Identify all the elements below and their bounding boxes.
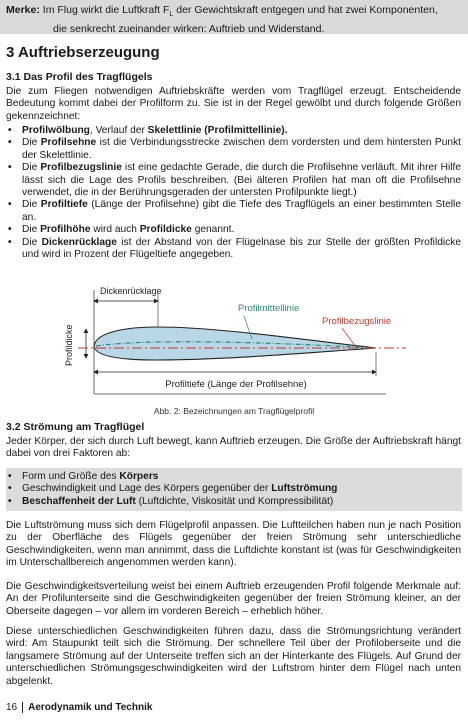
list-item: • Die Profilsehne ist die Verbindungsstrecke zwischen dem vordersten und dem hintersten Punkt der Skelettlinie. <box>6 137 461 162</box>
heading-3-1: 3.1 Das Profil des Tragflügels <box>6 71 153 83</box>
airfoil-diagram <box>56 286 416 402</box>
list-item: • Beschaffenheit der Luft (Luftdichte, Viskosität und Kompressibilität) <box>6 496 462 508</box>
paragraph-anpassung: Die Luftströmung muss sich dem Flügelprofil anpassen. Die Luftteilchen haben nun je nach Position zu der Oberfläche des Flügels gegenüber der freien Strömung sehr unterschiedliche Geschwindigkeiten, wenn man annimmt, dass die Luftdichte konstant ist (was für Geschwindigkeiten im Unterschallbereich angenommen werden kann). <box>6 520 461 569</box>
list-item: • Die Dickenrücklage ist der Abstand von der Flügelnase bis zur Stelle der größten Profildicke und wird in Prozent der Flügeltiefe angegeben. <box>6 237 461 262</box>
factors-box <box>6 468 462 511</box>
paragraph-richtung: Diese unterschiedlichen Geschwindigkeiten führen dazu, dass die Strömungsrichtung verändert wird: Am Staupunkt teilt sich die Strömung. Der schnellere Teil über der Profiloberseite und die langsamere Strömung auf der Unterseite treffen sich an der Hinterkante des Flügels. Auf Grund der unterschiedlichen Strömungsgeschwindigkeiten wird der Luftstrom hinter dem Flügel nach unten abgelenkt. <box>6 626 461 687</box>
list-item: • Die Profilbezugslinie ist eine gedachte Gerade, die durch die Profilsehne verläuft. Mit ihrer Hilfe lässt sich die Lage des Profils beschreiben. (Bei älteren Profilen hat man oft die Profilsehne verwendet, die in der Berührungsgeraden der untersten Profilpunkte liegt.) <box>6 162 461 199</box>
airfoil-figure <box>56 286 416 407</box>
intro-3-1: Die zum Fliegen notwendigen Auftriebskräfte werden vom Tragflügel erzeugt. Entscheidende Bedeutung kommt dabei der Profilform zu. Sie ist in der Regel gewölbt und durch folgende Größen gekennzeichnet: <box>6 86 461 122</box>
figure-caption: Abb. 2: Bezeichnungen am Tragflügelprofil <box>153 406 315 416</box>
merke-box <box>0 0 468 34</box>
label-profilbezugslinie: Profilbezugslinie <box>322 316 392 327</box>
wing-profile <box>94 327 376 360</box>
merke-label: Merke: <box>6 4 40 16</box>
factors-list <box>6 471 462 508</box>
merke-line1-rest: der Gewichtskraft entgegen und hat zwei Komponenten, <box>173 4 438 16</box>
merke-line1: Im Flug wirkt die Luftkraft F <box>42 4 170 16</box>
list-item: • Geschwindigkeit und Lage des Körpers gegenüber der Luftströmung <box>6 483 462 495</box>
merke-subscript: L <box>169 11 174 19</box>
label-profiltiefe: Profiltiefe (Länge der Profilsehne) <box>165 379 307 390</box>
paragraph-verteilung: Die Geschwindigkeitsverteilung weist bei einem Auftrieb erzeugenden Profil folgende Merkmale auf: An der Profilunterseite sind die Geschwindigkeiten gegenüber der freien Strömung kleiner, an der Oberseite dagegen – vor allem im vorderen Bereich – erheblich höher. <box>6 581 461 617</box>
label-profildicke: Profildicke <box>64 324 74 366</box>
label-dickenruecklage: Dickenrücklage <box>100 286 162 296</box>
page-number: 16 <box>6 702 23 713</box>
list-item: • Die Profiltiefe (Länge der Profilsehne) gibt die Tiefe des Tragflügels an einer bestimmten Stelle an. <box>6 199 461 224</box>
label-profilmittellinie: Profilmittellinie <box>238 303 300 314</box>
footer-title: Aerodynamik und Technik <box>28 702 153 713</box>
merke-line2: die senkrecht zueinander wirken: Auftrieb und Widerstand. <box>53 23 325 36</box>
list-item: • Profilwölbung, Verlauf der Skelettlinie (Profilmittellinie). <box>6 125 461 137</box>
list-item: • Die Profilhöhe wird auch Profildicke genannt. <box>6 224 461 236</box>
heading-3-2: 3.2 Strömung am Tragflügel <box>6 421 145 433</box>
section-title: 3 Auftriebserzeugung <box>6 44 160 61</box>
profile-terms-list <box>6 125 461 261</box>
list-item: • Form und Größe des Körpers <box>6 471 462 483</box>
page-footer <box>6 702 152 713</box>
intro-3-2: Jeder Körper, der sich durch Luft bewegt, kann Auftrieb erzeugen. Die Größe der Auftriebskraft hängt dabei von drei Faktoren ab: <box>6 436 461 460</box>
